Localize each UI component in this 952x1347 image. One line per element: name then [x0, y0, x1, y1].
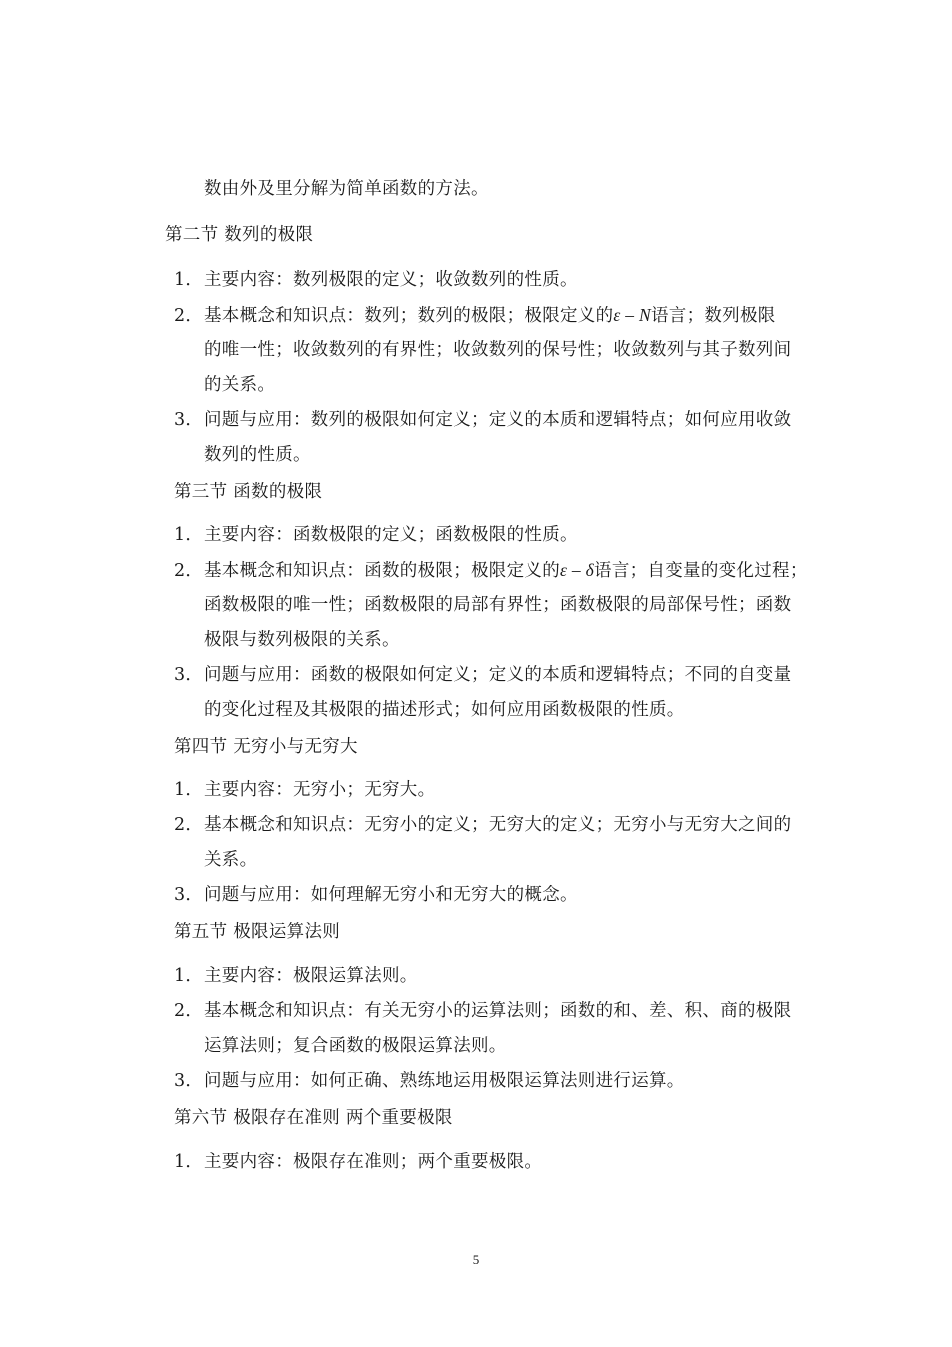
item-number: 3．	[174, 885, 204, 905]
section-3-heading: 第三节 函数的极限	[174, 482, 323, 502]
item-number: 1．	[174, 780, 204, 800]
section-3-item-2-continuation: 函数极限的唯一性；函数极限的局部有界性；函数极限的局部保号性；函数	[204, 595, 792, 615]
epsilon-n-formula: ε – N	[613, 305, 651, 325]
item-text: 主要内容：数列极限的定义；收敛数列的性质。	[204, 270, 578, 290]
section-2-item-3	[174, 408, 791, 432]
item-text: 问题与应用：如何理解无穷小和无穷大的概念。	[204, 885, 578, 905]
item-text: 基本概念和知识点：无穷小的定义；无穷大的定义；无穷小与无穷大之间的	[204, 815, 792, 835]
section-2-item-2-continuation: 的唯一性；收敛数列的有界性；收敛数列的保号性；收敛数列与其子数列间	[204, 340, 792, 360]
section-3-item-2-continuation: 极限与数列极限的关系。	[204, 630, 400, 650]
item-text: 基本概念和知识点：数列；数列的极限；极限定义的	[204, 306, 614, 326]
intro-continuation-line: 数由外及里分解为简单函数的方法。	[204, 179, 489, 199]
item-number: 2．	[174, 561, 204, 581]
section-3-item-2	[174, 558, 808, 583]
section-3-item-3-continuation: 的变化过程及其极限的描述形式；如何应用函数极限的性质。	[204, 700, 685, 720]
section-4-item-3	[174, 883, 578, 907]
section-2-item-3-continuation: 数列的性质。	[204, 445, 311, 465]
section-3-item-1	[174, 523, 578, 547]
section-3-item-3	[174, 663, 791, 687]
section-5-heading: 第五节 极限运算法则	[174, 922, 341, 942]
item-number: 3．	[174, 665, 204, 685]
section-2-item-2-continuation: 的关系。	[204, 375, 276, 395]
section-5-item-2	[174, 999, 791, 1023]
item-text: 主要内容：极限运算法则。	[204, 966, 418, 986]
section-4-item-2-continuation: 关系。	[204, 850, 258, 870]
epsilon-delta-formula: ε – δ	[560, 560, 595, 580]
section-2-item-2	[174, 303, 776, 328]
section-2-heading: 第二节 数列的极限	[165, 225, 314, 245]
item-text: 主要内容：无穷小；无穷大。	[204, 780, 436, 800]
section-2-item-1	[174, 268, 578, 292]
item-number: 3．	[174, 1071, 204, 1091]
item-number: 1．	[174, 270, 204, 290]
item-text: 基本概念和知识点：有关无穷小的运算法则；函数的和、差、积、商的极限	[204, 1001, 792, 1021]
page-number: 5	[472, 1252, 480, 1267]
item-number: 3．	[174, 410, 204, 430]
section-5-item-2-continuation: 运算法则；复合函数的极限运算法则。	[204, 1036, 507, 1056]
section-4-item-2	[174, 813, 791, 837]
section-4-item-1	[174, 778, 435, 802]
item-text: 语言；数列极限	[650, 306, 776, 326]
item-text: 问题与应用：数列的极限如何定义；定义的本质和逻辑特点；如何应用收敛	[204, 410, 792, 430]
item-number: 1．	[174, 1152, 204, 1172]
item-text: 主要内容：函数极限的定义；函数极限的性质。	[204, 525, 578, 545]
item-text: 主要内容：极限存在准则；两个重要极限。	[204, 1152, 543, 1172]
item-text: 问题与应用：如何正确、熟练地运用极限运算法则进行运算。	[204, 1071, 685, 1091]
item-text: 问题与应用：函数的极限如何定义；定义的本质和逻辑特点；不同的自变量	[204, 665, 792, 685]
item-number: 1．	[174, 525, 204, 545]
item-number: 2．	[174, 815, 204, 835]
section-5-item-3	[174, 1069, 685, 1093]
item-text: 基本概念和知识点：函数的极限；极限定义的	[204, 561, 560, 581]
item-number: 2．	[174, 1001, 204, 1021]
item-number: 2．	[174, 306, 204, 326]
section-6-heading: 第六节 极限存在准则 两个重要极限	[174, 1108, 453, 1128]
item-number: 1．	[174, 966, 204, 986]
section-5-item-1	[174, 964, 418, 988]
section-6-item-1	[174, 1150, 542, 1174]
item-text: 语言；自变量的变化过程；	[594, 561, 808, 581]
section-4-heading: 第四节 无穷小与无穷大	[174, 737, 358, 757]
